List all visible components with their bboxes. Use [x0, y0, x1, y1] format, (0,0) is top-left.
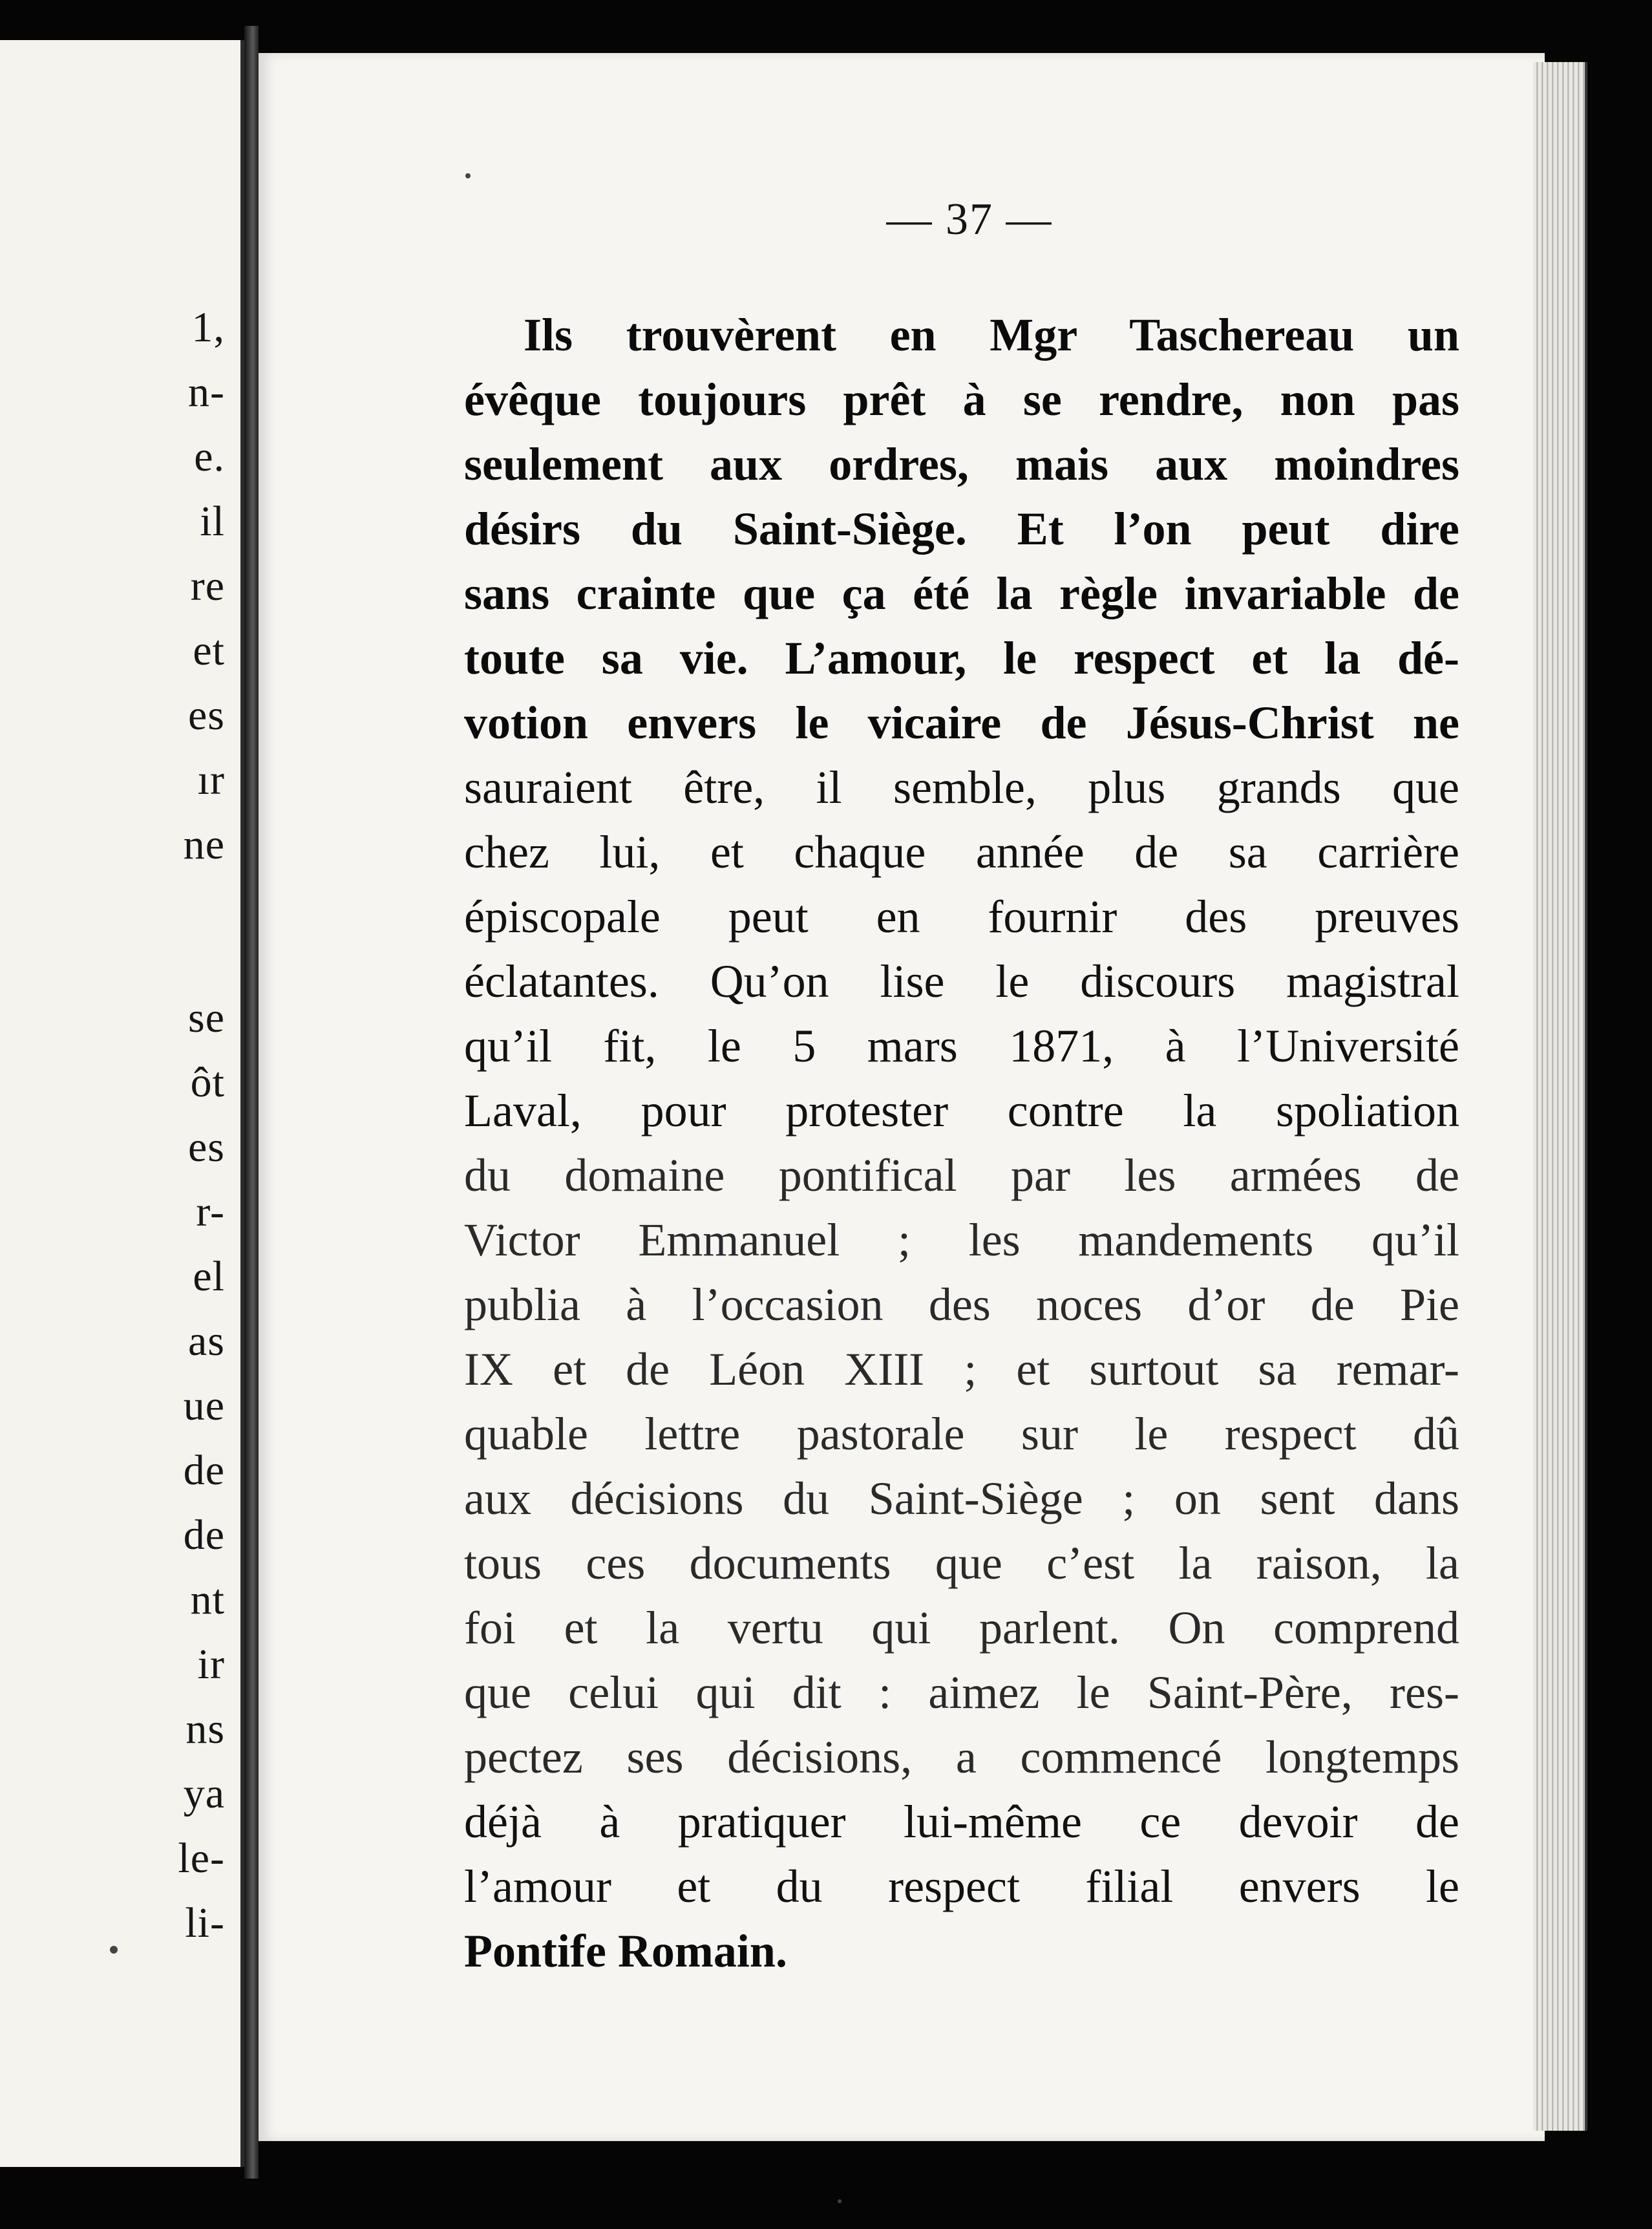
- page-number: — 37 —: [886, 195, 1053, 244]
- book-gutter: [244, 26, 259, 2179]
- previous-page: [0, 40, 244, 2167]
- left-line-fragment: de: [183, 1511, 225, 1559]
- text-line: l’amour et du respect filial envers le: [464, 1861, 1459, 1912]
- text-line: Pontife Romain.: [464, 1925, 787, 1977]
- text-line: votion envers le vicaire de Jésus-Christ ne: [464, 697, 1459, 749]
- text-line: IX et de Léon XIII ; et surtout sa remar-: [464, 1343, 1459, 1395]
- text-line: éclatantes. Qu’on lise le discours magistral: [464, 955, 1459, 1007]
- text-line: aux décisions du Saint-Siège ; on sent dans: [464, 1473, 1459, 1524]
- text-line: évêque toujours prêt à se rendre, non pas: [464, 374, 1459, 425]
- left-line-fragment: le-: [178, 1835, 225, 1882]
- text-line: quable lettre pastorale sur le respect dû: [464, 1408, 1459, 1460]
- text-line: foi et la vertu qui parlent. On comprend: [464, 1602, 1459, 1654]
- left-line-fragment: e.: [194, 433, 225, 480]
- left-line-fragment: el: [193, 1253, 225, 1300]
- page-edges: [1533, 62, 1587, 2131]
- text-line: que celui qui dit : aimez le Saint-Père, res-: [464, 1667, 1459, 1718]
- left-line-fragment: ya: [183, 1770, 225, 1817]
- left-line-fragment: n-: [188, 368, 225, 416]
- left-line-fragment: nt: [190, 1576, 225, 1623]
- left-line-fragment: es: [188, 1124, 225, 1171]
- left-line-fragment: de: [183, 1447, 225, 1494]
- text-line: Ils trouvèrent en Mgr Taschereau un: [524, 309, 1459, 361]
- left-line-fragment: ir: [197, 1641, 225, 1688]
- left-line-fragment: ns: [185, 1705, 225, 1753]
- left-line-fragment: re: [190, 562, 225, 610]
- text-line: seulement aux ordres, mais aux moindres: [464, 438, 1459, 490]
- text-line: sauraient être, il semble, plus grands que: [464, 762, 1459, 813]
- left-line-fragment: r-: [196, 1188, 225, 1235]
- ink-speck: [838, 2199, 842, 2203]
- left-line-fragment: ne: [183, 821, 225, 868]
- left-line-fragment: 1,: [191, 304, 225, 351]
- ink-speck: [110, 1946, 118, 1954]
- left-line-fragment: ue: [183, 1382, 225, 1429]
- text-line: déjà à pratiquer lui-même ce devoir de: [464, 1796, 1459, 1848]
- text-line: Victor Emmanuel ; les mandements qu’il: [464, 1214, 1459, 1266]
- text-line: épiscopale peut en fournir des preuves: [464, 891, 1459, 943]
- text-line: du domaine pontifical par les armées de: [464, 1149, 1459, 1201]
- text-line: pectez ses décisions, a commencé longtemps: [464, 1731, 1459, 1783]
- left-line-fragment: et: [193, 627, 225, 674]
- left-line-fragment: se: [188, 994, 225, 1041]
- left-line-fragment: li-: [185, 1899, 225, 1946]
- text-line: publia à l’occasion des noces d’or de Pie: [464, 1279, 1459, 1330]
- left-line-fragment: ôt: [190, 1059, 225, 1106]
- left-line-fragment: es: [188, 692, 225, 739]
- text-line: désirs du Saint-Siège. Et l’on peut dire: [464, 503, 1459, 555]
- text-line: tous ces documents que c’est la raison, la: [464, 1537, 1459, 1589]
- left-line-fragment: as: [188, 1317, 225, 1365]
- text-line: Laval, pour protester contre la spoliation: [464, 1085, 1459, 1136]
- left-line-fragment: ır: [197, 756, 225, 804]
- text-line: chez lui, et chaque année de sa carrière: [464, 826, 1459, 878]
- text-line: qu’il fit, le 5 mars 1871, à l’Université: [464, 1020, 1459, 1072]
- left-line-fragment: il: [200, 498, 225, 545]
- text-line: sans crainte que ça été la règle invariable de: [464, 568, 1459, 619]
- text-line: toute sa vie. L’amour, le respect et la dé-: [464, 632, 1459, 684]
- ink-speck: [465, 173, 471, 178]
